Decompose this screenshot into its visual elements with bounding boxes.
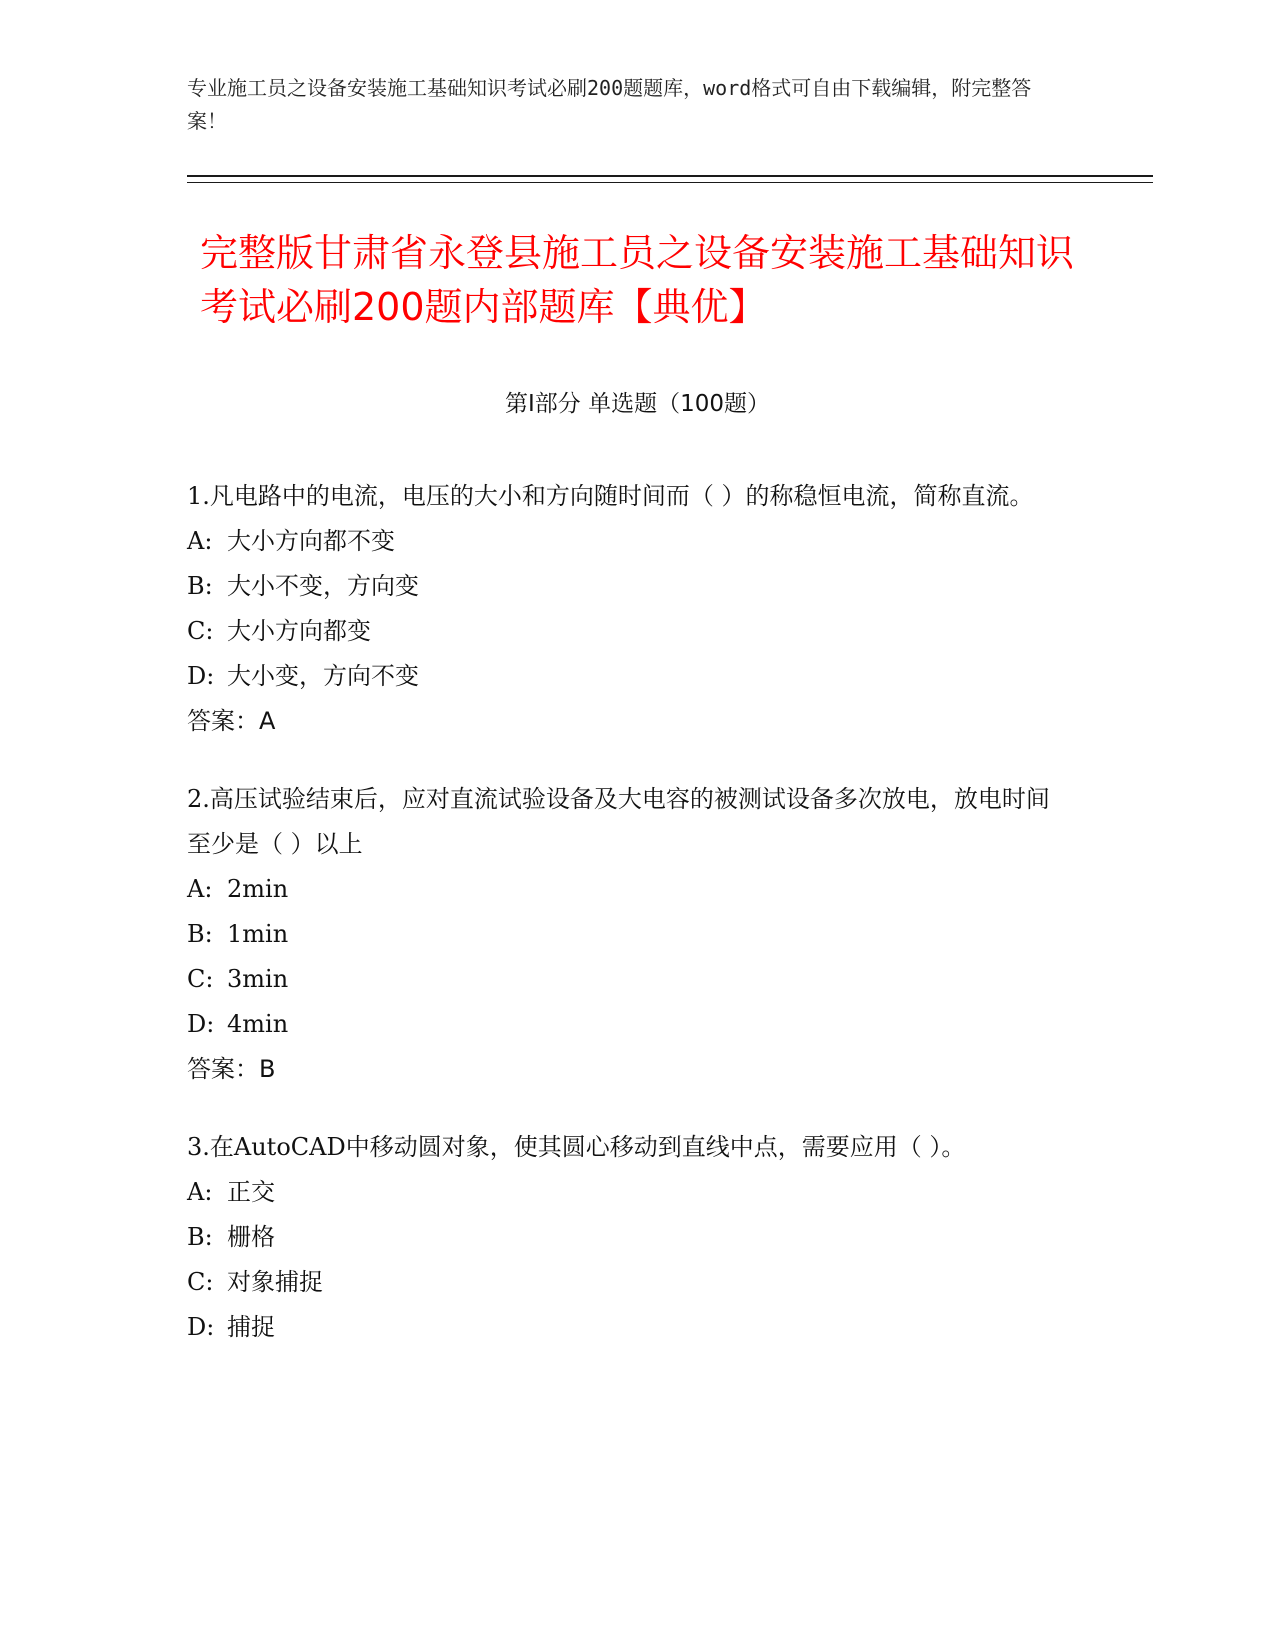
option-letter: D: — [187, 662, 215, 690]
option-text: 2min — [227, 875, 289, 903]
option-letter: B: — [187, 1223, 213, 1251]
question-stem: 2.高压试验结束后，应对直流试验设备及大电容的被测试设备多次放电，放电时间至少是（ ）以上 — [187, 785, 1050, 858]
option-text: 栅格 — [227, 1223, 275, 1251]
question-stem: 1.凡电路中的电流，电压的大小和方向随时间而（ ）的称稳恒电流，简称直流。 — [187, 482, 1034, 510]
option-letter: C: — [187, 617, 214, 645]
option-d — [187, 654, 1067, 699]
section-title: 第I部分 单选题（100题） — [505, 391, 770, 417]
option-text: 大小方向都不变 — [227, 527, 395, 555]
option-letter: A: — [187, 875, 213, 903]
option-b — [187, 912, 1067, 957]
question-2 — [187, 777, 1067, 1092]
option-text: 1min — [227, 920, 289, 948]
option-text: 捕捉 — [227, 1313, 275, 1341]
option-letter: A: — [187, 527, 213, 555]
option-c — [187, 609, 1067, 654]
option-c — [187, 1260, 1067, 1305]
option-text: 大小不变，方向变 — [227, 572, 419, 600]
answer-line: 答案：A — [187, 707, 276, 735]
option-letter: B: — [187, 920, 213, 948]
option-d — [187, 1305, 1067, 1350]
question-3 — [187, 1125, 1067, 1350]
option-a — [187, 519, 1067, 564]
header-rule-thin — [187, 182, 1153, 183]
header-rule-thick — [187, 175, 1153, 177]
option-letter: A: — [187, 1178, 213, 1206]
question-stem: 3.在AutoCAD中移动圆对象，使其圆心移动到直线中点，需要应用（ ）。 — [187, 1133, 966, 1161]
option-text: 4min — [227, 1010, 289, 1038]
option-text: 3min — [227, 965, 289, 993]
question-1 — [187, 474, 1067, 744]
option-letter: B: — [187, 572, 213, 600]
option-c — [187, 957, 1067, 1002]
option-text: 大小变，方向不变 — [227, 662, 419, 690]
header-note: 专业施工员之设备安装施工基础知识考试必刷200题题库，word格式可自由下载编辑，附完整答案！ — [187, 76, 1032, 133]
option-letter: D: — [187, 1010, 215, 1038]
document-title: 完整版甘肃省永登县施工员之设备安装施工基础知识考试必刷200题内部题库【典优】 — [200, 231, 1075, 329]
option-text: 对象捕捉 — [227, 1268, 323, 1296]
option-a — [187, 867, 1067, 912]
option-text: 正交 — [227, 1178, 275, 1206]
option-text: 大小方向都变 — [227, 617, 371, 645]
option-b — [187, 564, 1067, 609]
option-d — [187, 1002, 1067, 1047]
option-a — [187, 1170, 1067, 1215]
answer-line: 答案：B — [187, 1055, 276, 1083]
question-list — [187, 474, 1067, 1383]
option-letter: D: — [187, 1313, 215, 1341]
option-b — [187, 1215, 1067, 1260]
option-letter: C: — [187, 1268, 214, 1296]
option-letter: C: — [187, 965, 214, 993]
